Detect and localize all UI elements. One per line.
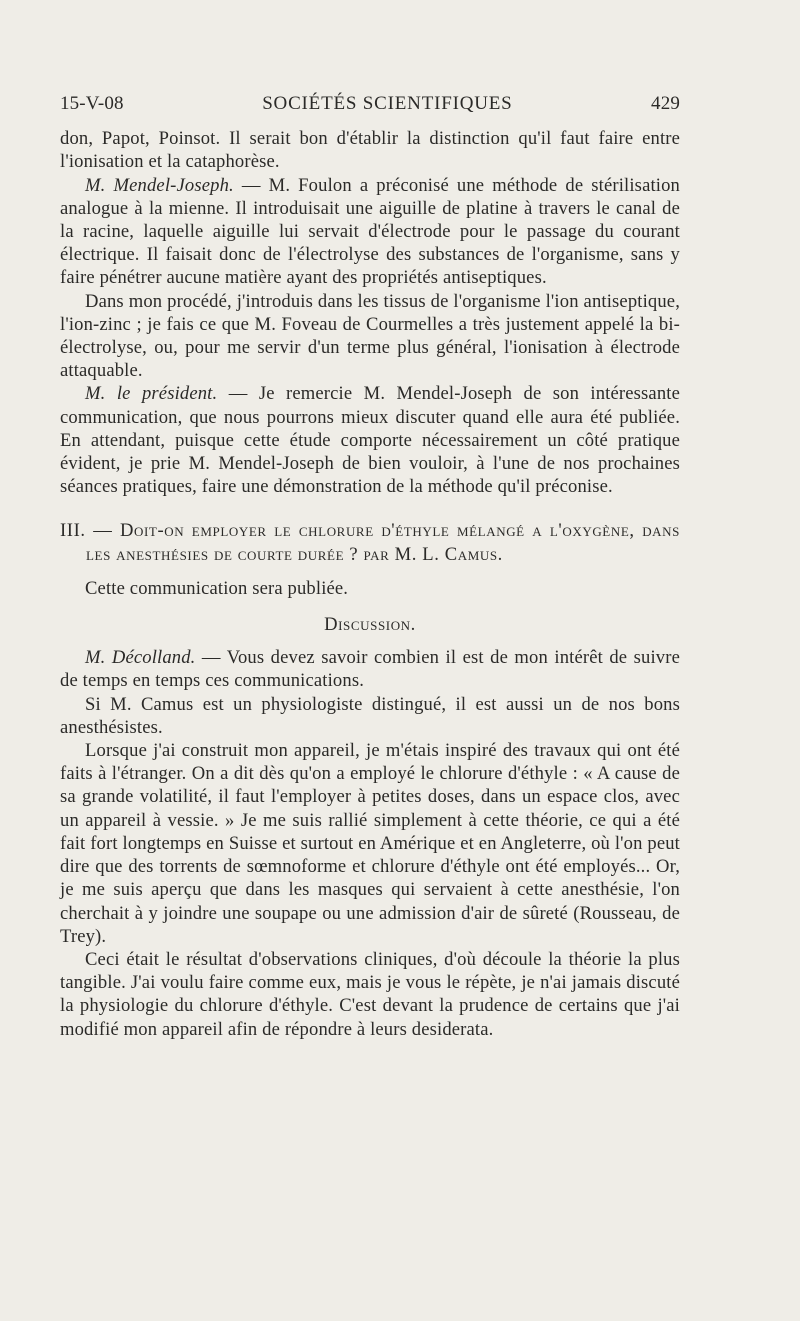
paragraph-text: — M. Foulon a préconisé une méthode de stérilisation analogue à la mienne. Il introduisait une aiguille de platine à travers le canal de la racine, laquelle aiguille lui servait d'électrode pour le passage du courant électrique. Il faisait donc de l'électrolyse des substances de l'organisme, sans y faire pénétrer aucune matière ayant des propriétés antiseptiques. bbox=[60, 174, 680, 289]
section-title bbox=[60, 519, 680, 565]
page-number: 429 bbox=[651, 93, 680, 114]
section-title-text: III. — Doit-on employer le chlorure d'éthyle mélangé a l'oxygène, dans les anesthésies de courte durée ? par M. L. Camus. bbox=[60, 520, 680, 565]
section-note: Cette communication sera publiée. bbox=[85, 577, 349, 599]
discussion-heading: Discussion. bbox=[324, 614, 416, 636]
paragraph-camus: Si M. Camus est un physiologiste distingué, il est aussi un de nos bons anesthésistes. bbox=[60, 693, 680, 738]
paragraph-decolland bbox=[60, 646, 680, 692]
paragraph-continuation: don, Papot, Poinsot. Il serait bon d'établir la distinction qu'il faut faire entre l'ionisation et la cataphorèse. bbox=[60, 128, 680, 173]
paragraph-text: — Vous devez savoir combien il est de mon intérêt de suivre de temps en temps ces communications. bbox=[60, 647, 680, 692]
speaker-name: M. le président. bbox=[85, 383, 218, 405]
paragraph-president bbox=[60, 382, 680, 498]
header-date: 15-V-08 bbox=[60, 93, 124, 114]
speaker-name: M. Décolland. bbox=[85, 647, 196, 669]
paragraph-mendel-joseph bbox=[60, 174, 680, 290]
running-header bbox=[60, 92, 680, 115]
header-title: SOCIÉTÉS SCIENTIFIQUES bbox=[262, 93, 513, 114]
paragraph-procedure: Dans mon procédé, j'introduis dans les tissus de l'organisme l'ion antiseptique, l'ion-zinc ; je fais ce que M. Foveau de Courmelles a très justement appelé la bi-électrolyse, ou, pour me servir d'un terme plus général, l'ionisation à électrode attaquable. bbox=[60, 290, 680, 382]
paragraph-text: — Je remercie M. Mendel-Joseph de son intéressante communication, que nous pourrons mieux discuter quand elle aura été publiée. En attendant, puisque cette étude comporte nécessairement un côté pratique évident, je prie M. Mendel-Joseph de bien vouloir, à l'une de nos prochaines séances pratiques, faire une démonstration de la méthode qu'il préconise. bbox=[60, 383, 680, 498]
paragraph-appareil: Lorsque j'ai construit mon appareil, je m'étais inspiré des travaux qui ont été faits à l'étranger. On a dit dès qu'on a employé le chlorure d'éthyle : « A cause de sa grande volatilité, il faut l'employer à petites doses, dans un espace clos, avec un appareil à vessie. » Je me suis rallié simplement à cette théorie, ce qui a été fait fort longtemps en Suisse et surtout en Amérique et en Angleterre, où l'on peut dire que des torrents de sœmnoforme et chlorure d'éthyle ont été employés... Or, je me suis aperçu que dans les masques qui servaient à cette anesthésie, l'on cherchait à y joindre une soupape ou une admission d'air de sûreté (Rousseau, de Trey). bbox=[60, 740, 680, 947]
paragraph-observations: Ceci était le résultat d'observations cliniques, d'où découle la théorie la plus tangible. J'ai voulu faire comme eux, mais je vous le répète, je n'ai jamais discuté la physiologie du chlorure d'éthyle. C'est devant la prudence de certains que j'ai modifié mon appareil afin de répondre à leurs desiderata. bbox=[60, 948, 680, 1040]
document-page bbox=[60, 92, 680, 1041]
speaker-name: M. Mendel-Joseph. bbox=[85, 174, 234, 196]
